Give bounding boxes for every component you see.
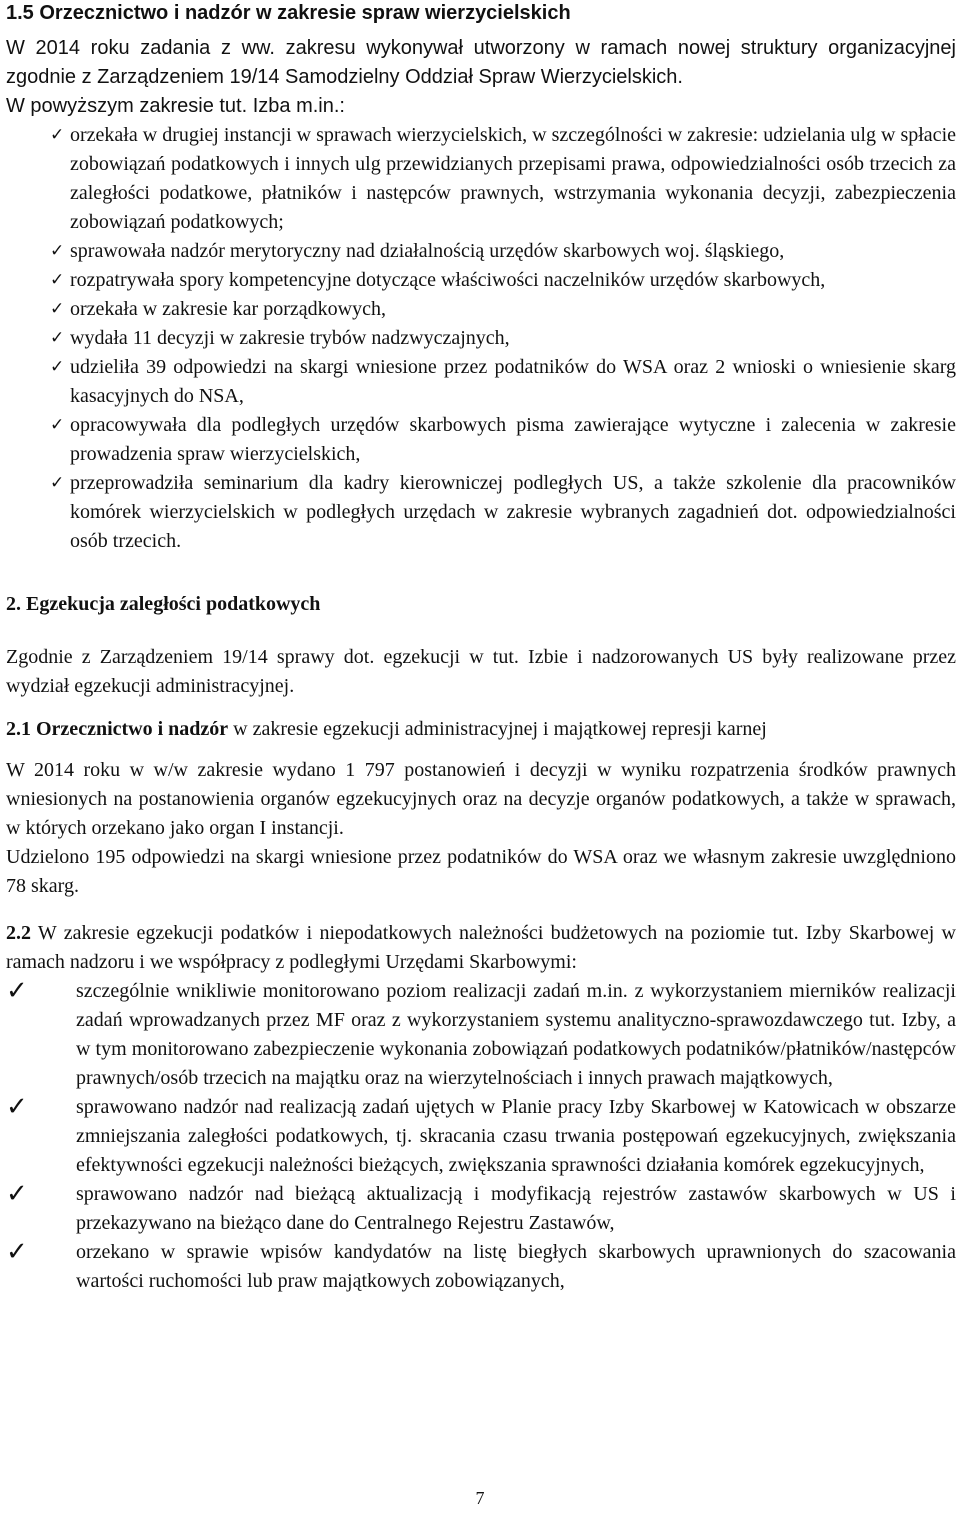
list-item: ✓ opracowywała dla podległych urzędów skarbowych pisma zawierające wytyczne i zalecenia w zakresie prowadzenia spraw wierzycielskich, — [6, 411, 956, 469]
checkmark-icon: ✓ — [6, 1237, 28, 1267]
document-page — [6, 0, 956, 1296]
section-1-5-title: 1.5 Orzecznictwo i nadzór w zakresie spraw wierzycielskich — [6, 2, 571, 24]
section-2-1-para-2: Udzielono 195 odpowiedzi na skargi wniesione przez podatników do WSA oraz we własnym zakresie uwzględniono 78 skarg. — [6, 846, 956, 897]
section-2-intro: Zgodnie z Zarządzeniem 19/14 sprawy dot. egzekucji w tut. Izbie i nadzorowanych US były realizowane przez wydział egzekucji administracyjnej. — [6, 646, 956, 697]
list-item: ✓ wydała 11 decyzji w zakresie trybów nadzwyczajnych, — [6, 324, 956, 353]
section-1-5-intro-2: W powyższym zakresie tut. Izba m.in.: — [6, 95, 345, 117]
checkmark-icon: ✓ — [50, 473, 65, 493]
section-2-1-title — [6, 715, 956, 744]
checkmark-icon: ✓ — [6, 976, 28, 1006]
checkmark-icon: ✓ — [50, 125, 65, 145]
section-2-1-title-bold: 2.1 Orzecznictwo i nadzór — [6, 718, 229, 740]
checkmark-icon: ✓ — [50, 328, 65, 348]
section-2-title: 2. Egzekucja zaległości podatkowych — [6, 593, 321, 615]
checkmark-icon: ✓ — [50, 357, 65, 377]
list-item: ✓ sprawowała nadzór merytoryczny nad działalnością urzędów skarbowych woj. śląskiego, — [6, 237, 956, 266]
list-item: ✓ orzekała w drugiej instancji w sprawach wierzycielskich, w szczególności w zakresie: udzielania ulg w spłacie zobowiązań podatkowych i innych ulg przewidzianych przepisami prawa, odpowiedzialności osób trzecich za zaległości podatkowe, płatników i następców prawnych, wstrzymania wykonania decyzji, zabezpieczenia zobowiązań podatkowych; — [6, 121, 956, 237]
section-2-1-title-rest: w zakresie egzekucji administracyjnej i majątkowej represji karnej — [228, 718, 767, 740]
section-1-5-intro — [6, 34, 956, 121]
list-item: ✓ sprawowano nadzór nad bieżącą aktualizacją i modyfikacją rejestrów zastawów skarbowych w US i przekazywano na bieżąco dane do Centralnego Rejestru Zastawów, — [6, 1179, 956, 1234]
checkmark-icon: ✓ — [50, 299, 65, 319]
list-item: ✓ przeprowadziła seminarium dla kadry kierowniczej podległych US, a także szkolenie dla pracowników komórek wierzycielskich w podległych urzędach w zakresie wybranych zagadnień dot. odpowiedzialności osób trzecich. — [6, 469, 956, 556]
checkmark-icon: ✓ — [50, 241, 65, 261]
section-2-2-list — [6, 977, 956, 1296]
list-item: ✓ udzieliła 39 odpowiedzi na skargi wniesione przez podatników do WSA oraz 2 wnioski o wniesienie skarg kasacyjnych do NSA, — [6, 353, 956, 411]
list-item: ✓ sprawowano nadzór nad realizacją zadań ujętych w Planie pracy Izby Skarbowej w Katowicach w obszarze zmniejszania zaległości podatkowych, tj. skracania czasu trwania postępowań egzekucyjnych, zwiększania efektywności egzekucji należności bieżących, zwiększania sprawności działania komórek egzekucyjnych, — [6, 1092, 956, 1176]
section-2-1-para-1: W 2014 roku w w/w zakresie wydano 1 797 postanowień i decyzji w wyniku rozpatrzenia środków prawnych wniesionych na postanowienia organów egzekucyjnych oraz na decyzje organów podatkowych, a także w sprawach, w których orzekano jako organ I instancji. — [6, 759, 956, 839]
checkmark-icon: ✓ — [6, 1179, 28, 1209]
list-item: ✓ orzekano w sprawie wpisów kandydatów na listę biegłych skarbowych uprawnionych do szacowania wartości ruchomości lub praw majątkowych zobowiązanych, — [6, 1237, 956, 1292]
checkmark-icon: ✓ — [50, 270, 65, 290]
list-item: ✓ orzekała w zakresie kar porządkowych, — [6, 295, 956, 324]
section-1-5-intro-1: W 2014 roku zadania z ww. zakresu wykonywał utworzony w ramach nowej struktury organizacyjnej zgodnie z Zarządzeniem 19/14 Samodzielny Oddział Spraw Wierzycielskich. — [6, 37, 956, 88]
list-item: ✓ rozpatrywała spory kompetencyjne dotyczące właściwości naczelników urzędów skarbowych, — [6, 266, 956, 295]
checkmark-icon: ✓ — [50, 415, 65, 435]
section-1-5-list — [6, 121, 956, 556]
section-2-2-title-rest: W zakresie egzekucji podatków i niepodatkowych należności budżetowych na poziomie tut. Izby Skarbowej w ramach nadzoru i we współpracy z podległymi Urzędami Skarbowymi: — [6, 922, 956, 973]
section-2-2-title — [6, 919, 956, 977]
section-2-2-title-bold: 2.2 — [6, 922, 31, 944]
list-item: ✓ szczególnie wnikliwie monitorowano poziom realizacji zadań m.in. z wykorzystaniem mierników realizacji zadań wprowadzanych przez MF oraz z wykorzystaniem systemu analityczno-sprawozdawczego tut. Izby, a w tym monitorowano zabezpieczenie wykonania zobowiązań podatkowych podatników/płatników/następców prawnych/osób trzecich na majątku oraz na wierzytelnościach i innych prawach majątkowych, — [6, 976, 956, 1089]
page-number: 7 — [475, 1488, 485, 1508]
checkmark-icon: ✓ — [6, 1092, 28, 1122]
